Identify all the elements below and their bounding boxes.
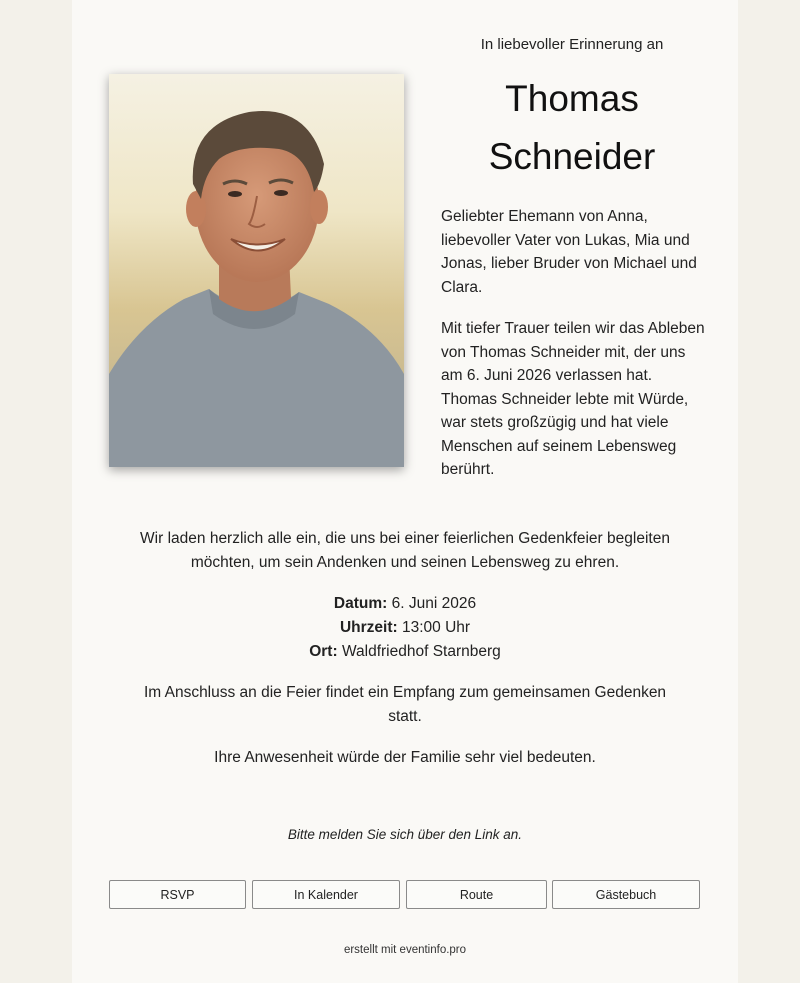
deceased-name [432, 70, 712, 186]
time-label: Uhrzeit: [339, 619, 398, 636]
date-label: Datum: [333, 595, 388, 612]
footer-credit[interactable]: erstellt mit eventinfo.pro [343, 944, 467, 956]
action-buttons [109, 880, 701, 912]
memorial-card [72, 0, 738, 983]
family-text: Geliebter Ehemann von Anna, liebevoller Vater von Lukas, Mia und Jonas, lieber Bruder von Michael und Clara. [441, 208, 697, 296]
add-to-calendar-button[interactable]: In Kalender [252, 880, 400, 909]
presence-text: Ihre Anwesenheit würde der Familie sehr viel bedeuten. [214, 749, 596, 766]
rsvp-button[interactable]: RSVP [109, 880, 246, 909]
time-row [132, 616, 678, 640]
last-name: Schneider [488, 136, 656, 177]
place-label: Ort: [309, 643, 338, 660]
intro-text: In liebevoller Erinnerung an [480, 36, 664, 53]
portrait-photo [109, 74, 404, 467]
guestbook-button[interactable]: Gästebuch [552, 880, 700, 909]
rsvp-note: Bitte melden Sie sich über den Link an. [287, 827, 523, 842]
invitation-text: Wir laden herzlich alle ein, die uns bei einer feierlichen Gedenkfeier begleiten möchten, um sein Andenken und seinen Lebensweg zu ehren. [140, 530, 670, 571]
announcement-text: Mit tiefer Trauer teilen wir das Ableben von Thomas Schneider mit, der uns am 6. Juni 2026 verlassen hat. Thomas Schneider lebte mit Würde, war stets großzügig und hat viele Menschen auf seinem Lebensweg berührt. [441, 320, 705, 478]
route-button[interactable]: Route [406, 880, 547, 909]
date-value: 6. Juni 2026 [391, 595, 477, 612]
first-name: Thomas [505, 78, 639, 119]
event-details [132, 592, 678, 664]
place-row [132, 640, 678, 664]
reception-text: Im Anschluss an die Feier findet ein Empfang zum gemeinsamen Gedenken statt. [143, 684, 667, 725]
place-value: Waldfriedhof Starnberg [341, 643, 501, 660]
bio-section [441, 205, 711, 500]
date-row [132, 592, 678, 616]
portrait-illustration [109, 74, 404, 467]
time-value: 13:00 Uhr [401, 619, 471, 636]
